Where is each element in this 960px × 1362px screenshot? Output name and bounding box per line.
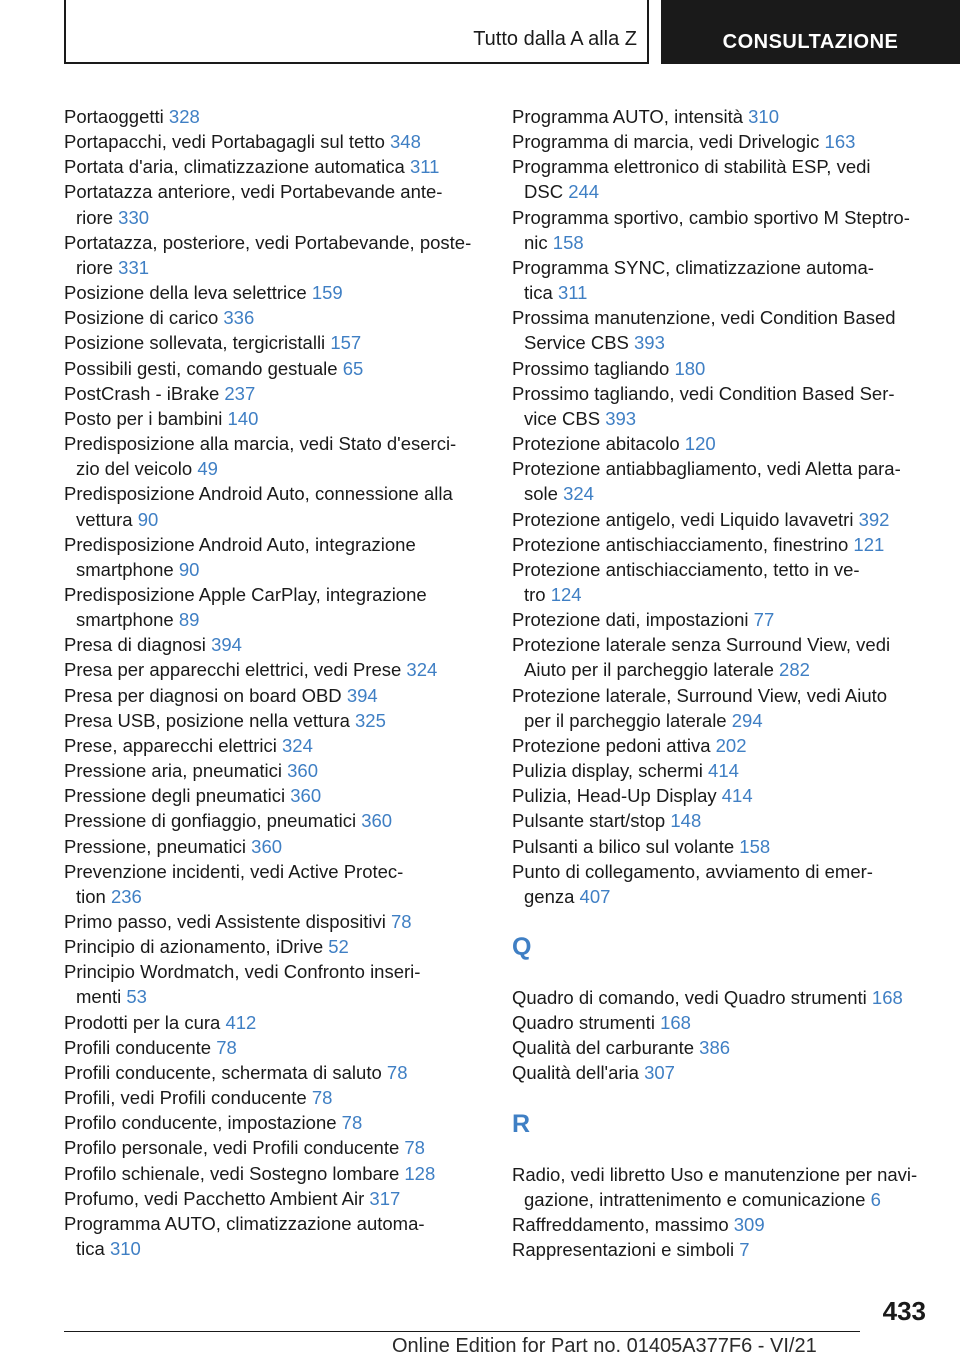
index-entry xyxy=(512,758,932,783)
index-entry-text: DSC xyxy=(524,181,569,203)
index-entry-text: Portatazza, posteriore, vedi Portabevande, poste- xyxy=(64,231,472,253)
page-reference-link[interactable]: 128 xyxy=(404,1162,436,1184)
index-entry xyxy=(64,1010,484,1035)
index-entry-text: per il parcheggio laterale xyxy=(524,709,732,731)
page-reference-link[interactable]: 392 xyxy=(858,508,890,530)
index-entry xyxy=(64,406,484,431)
page-reference-link[interactable]: 324 xyxy=(282,734,313,756)
index-entry xyxy=(512,456,932,506)
index-entry-text: Possibili gesti, comando gestuale xyxy=(64,357,343,379)
index-entry-text: Profili conducente, schermata di saluto xyxy=(64,1061,387,1083)
index-entry-text: Profilo conducente, impostazione xyxy=(64,1112,342,1134)
index-entry xyxy=(512,985,932,1010)
section-title: Tutto dalla A alla Z xyxy=(473,28,637,50)
index-entry xyxy=(64,381,484,406)
index-entry xyxy=(512,1237,932,1262)
page-reference-link[interactable]: 78 xyxy=(216,1036,237,1058)
page-reference-link[interactable]: 325 xyxy=(355,709,386,731)
index-entry xyxy=(64,783,484,808)
index-entry xyxy=(64,305,484,330)
index-entry xyxy=(64,657,484,682)
index-entry-text: Protezione antiabbagliamento, vedi Aletta para- xyxy=(512,458,901,480)
index-entry-text: Presa USB, posizione nella vettura xyxy=(64,709,356,731)
index-entry-text: tica xyxy=(524,282,558,304)
index-entry xyxy=(64,708,484,733)
page-reference-link[interactable]: 317 xyxy=(369,1187,401,1209)
index-entry xyxy=(64,1085,484,1110)
index-entry-text: Pressione aria, pneumatici xyxy=(64,760,288,782)
index-entry-text: Predisposizione Apple CarPlay, integrazione xyxy=(64,583,427,605)
page-reference-link[interactable]: 168 xyxy=(660,1012,691,1034)
index-entry-text: Portapacchi, vedi Portabagagli sul tetto xyxy=(64,131,390,153)
page-reference-link[interactable]: 6 xyxy=(870,1188,881,1210)
page-reference-link[interactable]: 236 xyxy=(110,885,142,907)
index-entry-text: Protezione abitacolo xyxy=(512,433,685,455)
page-reference-link[interactable]: 360 xyxy=(361,810,393,832)
index-entry-text: Principio di azionamento, iDrive xyxy=(64,936,329,958)
index-entry-text: Prese, apparecchi elettrici xyxy=(64,734,282,756)
index-entry xyxy=(512,1162,932,1212)
index-entry xyxy=(512,356,932,381)
index-entry-text: Pulsanti a bilico sul volante xyxy=(512,835,740,857)
footer-divider xyxy=(64,1331,860,1332)
page-reference-link[interactable]: 307 xyxy=(644,1062,675,1084)
index-entry-text: Primo passo, vedi Assistente dispositivi xyxy=(64,911,391,932)
page-reference-link[interactable]: 140 xyxy=(227,407,259,429)
index-entry-text: Punto di collegamento, avviamento di emer- xyxy=(512,860,873,882)
index-entry xyxy=(64,129,484,154)
index-column-left xyxy=(64,104,484,1261)
page-reference-link[interactable]: 324 xyxy=(406,659,438,681)
index-entry xyxy=(64,632,484,657)
index-entry xyxy=(512,733,932,758)
index-entry xyxy=(64,1060,484,1085)
page-reference-link[interactable]: 7 xyxy=(739,1239,750,1261)
page-reference-link[interactable]: 311 xyxy=(409,156,440,178)
index-entry-text: zio del veicolo xyxy=(76,458,198,480)
index-entry-text: Pressione di gonfiaggio, pneumatici xyxy=(64,810,362,832)
index-entry-text: Prossima manutenzione, vedi Condition Based xyxy=(512,307,896,329)
page-reference-link[interactable]: 124 xyxy=(550,583,582,605)
page-reference-link[interactable]: 158 xyxy=(552,231,584,253)
index-entry xyxy=(64,481,484,531)
page-reference-link[interactable]: 393 xyxy=(605,407,637,429)
index-entry-text: Programma AUTO, climatizzazione automa- xyxy=(64,1212,425,1234)
index-entry xyxy=(64,582,484,632)
page-reference-link[interactable]: 394 xyxy=(346,684,378,706)
page-reference-link[interactable]: 78 xyxy=(341,1112,363,1134)
index-entry xyxy=(512,1035,932,1060)
index-entry-text: Aiuto per il parcheggio laterale xyxy=(524,659,780,681)
index-entry-text: Prodotti per la cura xyxy=(64,1011,226,1033)
page-reference-link[interactable]: 65 xyxy=(342,357,364,379)
page-reference-link[interactable]: 244 xyxy=(568,181,600,203)
index-entry-text: vice CBS xyxy=(524,407,606,429)
index-entry xyxy=(512,255,932,305)
index-entry-text: Pressione, pneumatici xyxy=(64,835,252,857)
index-entry-text: Profili conducente xyxy=(64,1036,217,1058)
index-entry-text: vettura xyxy=(76,508,138,530)
index-entry-text: Protezione laterale senza Surround View, vedi xyxy=(512,634,891,656)
index-entry xyxy=(64,909,484,934)
page-reference-link[interactable]: 89 xyxy=(178,609,200,631)
index-entry-text: Presa per apparecchi elettrici, vedi Prese xyxy=(64,659,407,681)
index-entry-text: Presa di diagnosi xyxy=(64,634,212,656)
index-entry xyxy=(512,783,932,808)
index-entry-text: Pulsante start/stop xyxy=(512,810,671,832)
index-entry-text: Profumo, vedi Pacchetto Ambient Air xyxy=(64,1187,370,1209)
index-entry-text: sole xyxy=(524,483,564,505)
index-entry-text: Portaoggetti xyxy=(64,106,169,127)
index-entry-text: Predisposizione alla marcia, vedi Stato d'eserci- xyxy=(64,433,457,455)
page-reference-link[interactable]: 294 xyxy=(731,709,763,731)
index-entry-text: Portata d'aria, climatizzazione automatica xyxy=(64,156,410,178)
index-entry xyxy=(64,356,484,381)
index-entry-text: gazione, intrattenimento e comunicazione xyxy=(524,1188,871,1210)
header-section-box xyxy=(64,0,649,64)
page-reference-link[interactable]: 158 xyxy=(739,835,771,857)
index-entry-text: Rappresentazioni e simboli xyxy=(512,1239,740,1261)
index-entry-text: Profilo personale, vedi Profili conducente xyxy=(64,1137,405,1159)
index-entry-text: Programma elettronico di stabilità ESP, vedi xyxy=(512,156,871,178)
page-reference-link[interactable]: 386 xyxy=(699,1037,731,1059)
page-reference-link[interactable]: 90 xyxy=(137,508,159,530)
index-entry-text: Protezione laterale, Surround View, vedi Aiuto xyxy=(512,684,888,706)
page-reference-link[interactable]: 412 xyxy=(225,1011,257,1033)
index-entry-text: tica xyxy=(76,1238,110,1260)
page-reference-link[interactable]: 148 xyxy=(670,810,702,832)
chapter-tab xyxy=(661,0,960,64)
page-reference-link[interactable]: 330 xyxy=(118,206,150,228)
footer-edition: Online Edition for Part no. 01405A377F6 - VI/21 xyxy=(392,1335,817,1357)
index-entry-text: Pulizia, Head-Up Display xyxy=(512,785,722,807)
index-entry-text: Pulizia display, schermi xyxy=(512,760,709,782)
index-entry xyxy=(64,1035,484,1060)
index-entry-text: Service CBS xyxy=(524,332,635,354)
index-entry-text: Programma sportivo, cambio sportivo M Steptro- xyxy=(512,206,910,228)
index-entry xyxy=(512,1060,932,1085)
index-entry xyxy=(512,305,932,355)
index-entry xyxy=(64,154,484,179)
index-entry xyxy=(512,129,932,154)
page-reference-link[interactable]: 360 xyxy=(287,760,319,782)
index-entry-text: Qualità del carburante xyxy=(512,1037,700,1059)
index-entry-text: Programma SYNC, climatizzazione automa- xyxy=(512,256,874,278)
page-reference-link[interactable]: 360 xyxy=(290,785,322,807)
index-entry-text: Quadro strumenti xyxy=(512,1012,661,1034)
page-reference-link[interactable]: 310 xyxy=(748,106,780,127)
index-entry-text: Protezione antischiacciamento, finestrino xyxy=(512,533,854,555)
index-entry xyxy=(512,607,932,632)
page-reference-link[interactable]: 78 xyxy=(386,1061,408,1083)
index-entry xyxy=(512,557,932,607)
index-entry xyxy=(512,1010,932,1035)
index-entry xyxy=(64,1110,484,1135)
index-entry-text: Profilo schienale, vedi Sostegno lombare xyxy=(64,1162,405,1184)
index-entry-text: riore xyxy=(76,256,119,278)
index-entry xyxy=(64,1186,484,1211)
index-entry-text: nic xyxy=(524,231,553,253)
page-reference-link[interactable]: 394 xyxy=(211,634,242,656)
chapter-title: CONSULTAZIONE xyxy=(722,31,899,53)
page-reference-link[interactable]: 407 xyxy=(579,885,611,907)
page-reference-link[interactable]: 328 xyxy=(168,106,200,127)
index-entry xyxy=(512,431,932,456)
index-entry-text: Predisposizione Android Auto, integrazione xyxy=(64,533,416,555)
page-reference-link[interactable]: 163 xyxy=(824,131,856,153)
index-entry-text: Raffreddamento, massimo xyxy=(512,1213,734,1235)
page-reference-link[interactable]: 414 xyxy=(721,785,753,807)
index-entry xyxy=(64,104,484,129)
page-reference-link[interactable]: 180 xyxy=(674,357,706,379)
page-reference-link[interactable]: 121 xyxy=(853,533,885,555)
index-entry-text: Posizione sollevata, tergicristalli xyxy=(64,332,331,354)
index-entry-text: Pressione degli pneumatici xyxy=(64,785,291,807)
index-entry-text: Posizione della leva selettrice xyxy=(64,282,312,304)
index-entry-text: menti xyxy=(76,986,127,1008)
index-entry xyxy=(64,733,484,758)
index-entry-text: Portatazza anteriore, vedi Portabevande ante- xyxy=(64,181,443,203)
index-entry-text: Profili, vedi Profili conducente xyxy=(64,1087,312,1109)
index-entry-text: Prevenzione incidenti, vedi Active Protec- xyxy=(64,860,404,882)
index-entry xyxy=(64,431,484,481)
page-reference-link[interactable]: 52 xyxy=(328,936,349,958)
index-entry-text: PostCrash - iBrake xyxy=(64,382,225,404)
index-entry xyxy=(64,280,484,305)
index-entry xyxy=(64,532,484,582)
index-entry xyxy=(64,859,484,909)
index-entry xyxy=(512,205,932,255)
page-reference-link[interactable]: 159 xyxy=(311,282,343,304)
page-reference-link[interactable]: 78 xyxy=(404,1137,425,1159)
page-reference-link[interactable]: 393 xyxy=(634,332,665,354)
page-reference-link[interactable]: 78 xyxy=(311,1087,333,1109)
index-letter-heading: R xyxy=(512,1109,531,1138)
index-entry-text: Prossimo tagliando, vedi Condition Based Ser- xyxy=(512,382,895,404)
page-reference-link[interactable]: 331 xyxy=(118,256,150,278)
index-column-right xyxy=(512,104,932,1262)
index-entry-text: Protezione dati, impostazioni xyxy=(512,609,754,631)
page-reference-link[interactable]: 282 xyxy=(779,659,810,681)
index-entry xyxy=(512,683,932,733)
index-entry xyxy=(64,330,484,355)
index-entry-text: Qualità dell'aria xyxy=(512,1062,645,1084)
page-reference-link[interactable]: 53 xyxy=(126,986,147,1008)
page-reference-link[interactable]: 348 xyxy=(390,131,421,153)
index-entry-text: Predisposizione Android Auto, connessione alla xyxy=(64,483,453,505)
page-reference-link[interactable]: 310 xyxy=(109,1238,141,1260)
index-entry-text: riore xyxy=(76,206,119,228)
page-reference-link[interactable]: 202 xyxy=(715,734,747,756)
index-entry xyxy=(64,1161,484,1186)
index-entry-text: Posizione di carico xyxy=(64,307,224,329)
index-entry xyxy=(64,1135,484,1160)
page-reference-link[interactable]: 237 xyxy=(224,382,256,404)
page-number: 433 xyxy=(882,1296,926,1326)
index-entry-text: Prossimo tagliando xyxy=(512,357,675,379)
index-entry xyxy=(64,808,484,833)
index-entry-text: Protezione antigelo, vedi Liquido lavavetri xyxy=(512,508,859,530)
page-reference-link[interactable]: 309 xyxy=(733,1213,765,1235)
page-reference-link[interactable]: 414 xyxy=(708,760,739,782)
index-letter-heading: Q xyxy=(512,933,532,961)
index-entry-text: smartphone xyxy=(76,609,179,631)
index-entry xyxy=(64,230,484,280)
index-entry-text: Protezione antischiacciamento, tetto in ve- xyxy=(512,558,860,580)
index-entry-text: tion xyxy=(76,885,111,907)
page-reference-link[interactable]: 49 xyxy=(197,458,218,480)
page-reference-link[interactable]: 78 xyxy=(390,911,412,932)
index-entry-text: genza xyxy=(524,885,580,907)
index-entry-text: smartphone xyxy=(76,558,179,580)
index-entry-text: Programma di marcia, vedi Drivelogic xyxy=(512,131,825,153)
page-reference-link[interactable]: 336 xyxy=(223,307,255,329)
index-entry-text: Radio, vedi libretto Uso e manutenzione per navi- xyxy=(512,1163,918,1185)
page-reference-link[interactable]: 157 xyxy=(330,332,362,354)
index-entry xyxy=(512,104,932,129)
index-entry-text: Presa per diagnosi on board OBD xyxy=(64,684,347,706)
index-entry xyxy=(512,834,932,859)
index-entry-text: Principio Wordmatch, vedi Confronto inseri- xyxy=(64,961,421,983)
page-reference-link[interactable]: 120 xyxy=(684,433,716,455)
index-entry xyxy=(64,758,484,783)
page-reference-link[interactable]: 311 xyxy=(557,282,588,304)
index-entry xyxy=(512,808,932,833)
page-reference-link[interactable]: 168 xyxy=(871,987,903,1008)
index-entry-text: Protezione pedoni attiva xyxy=(512,734,716,756)
index-entry xyxy=(512,381,932,431)
index-entry xyxy=(64,179,484,229)
index-entry-text: Programma AUTO, intensità xyxy=(512,106,749,127)
page-reference-link[interactable]: 360 xyxy=(251,835,283,857)
index-entry xyxy=(512,154,932,204)
index-entry xyxy=(64,1211,484,1261)
index-entry xyxy=(512,532,932,557)
index-entry xyxy=(64,683,484,708)
index-entry xyxy=(512,1212,932,1237)
index-entry-text: Quadro di comando, vedi Quadro strumenti xyxy=(512,987,872,1008)
index-entry xyxy=(64,934,484,959)
page-reference-link[interactable]: 90 xyxy=(178,558,200,580)
page-reference-link[interactable]: 324 xyxy=(563,483,594,505)
index-entry xyxy=(512,507,932,532)
index-entry-text: Posto per i bambini xyxy=(64,407,228,429)
index-entry xyxy=(64,834,484,859)
page-reference-link[interactable]: 77 xyxy=(753,609,775,631)
index-entry xyxy=(512,859,932,909)
index-entry xyxy=(512,632,932,682)
index-entry-text: tro xyxy=(524,583,551,605)
index-entry xyxy=(64,959,484,1009)
